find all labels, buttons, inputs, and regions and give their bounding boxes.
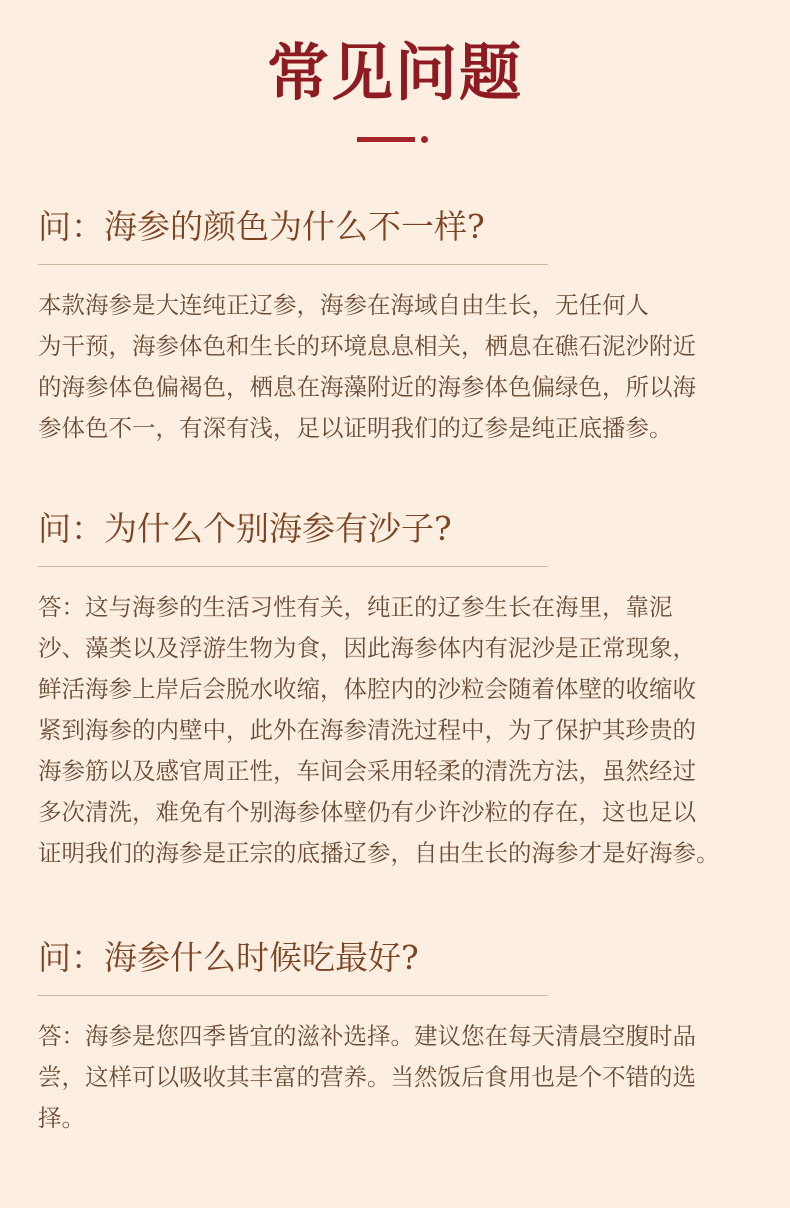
answer-line: 沙、藻类以及浮游生物为食，因此海参体内有泥沙是正常现象， bbox=[38, 634, 696, 662]
ornament-bar bbox=[357, 137, 415, 142]
question-divider bbox=[38, 264, 548, 265]
faq-answer bbox=[38, 1016, 762, 1139]
title-ornament bbox=[357, 136, 433, 144]
answer-line: 为干预，海参体色和生长的环境息息相关，栖息在礁石泥沙附近 bbox=[38, 332, 696, 360]
faq-answer bbox=[38, 285, 762, 449]
answer-line: 本款海参是大连纯正辽参，海参在海域自由生长，无任何人 bbox=[38, 291, 649, 319]
answer-line: 紧到海参的内壁中，此外在海参清洗过程中，为了保护其珍贵的 bbox=[38, 716, 696, 744]
faq-item-color bbox=[38, 203, 758, 449]
faq-answer bbox=[38, 587, 762, 874]
answer-line: 答：这与海参的生活习性有关，纯正的辽参生长在海里，靠泥 bbox=[38, 593, 673, 621]
answer-line: 参体色不一，有深有浅，足以证明我们的辽参是纯正底播参。 bbox=[38, 414, 673, 442]
faq-item-timing bbox=[38, 934, 758, 1139]
question-divider bbox=[38, 995, 548, 996]
faq-question: 问：海参什么时候吃最好? bbox=[38, 938, 419, 977]
ornament-dot bbox=[421, 136, 428, 143]
faq-question: 问：为什么个别海参有沙子? bbox=[38, 509, 452, 548]
answer-line: 多次清洗，难免有个别海参体壁仍有少许沙粒的存在，这也足以 bbox=[38, 798, 696, 826]
question-divider bbox=[38, 566, 548, 567]
answer-line: 海参筋以及感官周正性，车间会采用轻柔的清洗方法，虽然经过 bbox=[38, 757, 696, 785]
answer-line: 尝，这样可以吸收其丰富的营养。当然饭后食用也是个不错的选 bbox=[38, 1063, 696, 1091]
faq-item-sand bbox=[38, 505, 758, 874]
answer-line: 答：海参是您四季皆宜的滋补选择。建议您在每天清晨空腹时品 bbox=[38, 1022, 696, 1050]
page-title: 常见问题 bbox=[266, 36, 523, 109]
answer-line: 择。 bbox=[38, 1104, 85, 1132]
answer-line: 的海参体色偏褐色，栖息在海藻附近的海参体色偏绿色，所以海 bbox=[38, 373, 696, 401]
faq-question: 问：海参的颜色为什么不一样? bbox=[38, 207, 485, 246]
answer-line: 鲜活海参上岸后会脱水收缩，体腔内的沙粒会随着体壁的收缩收 bbox=[38, 675, 696, 703]
answer-line: 证明我们的海参是正宗的底播辽参，自由生长的海参才是好海参。 bbox=[38, 839, 720, 867]
